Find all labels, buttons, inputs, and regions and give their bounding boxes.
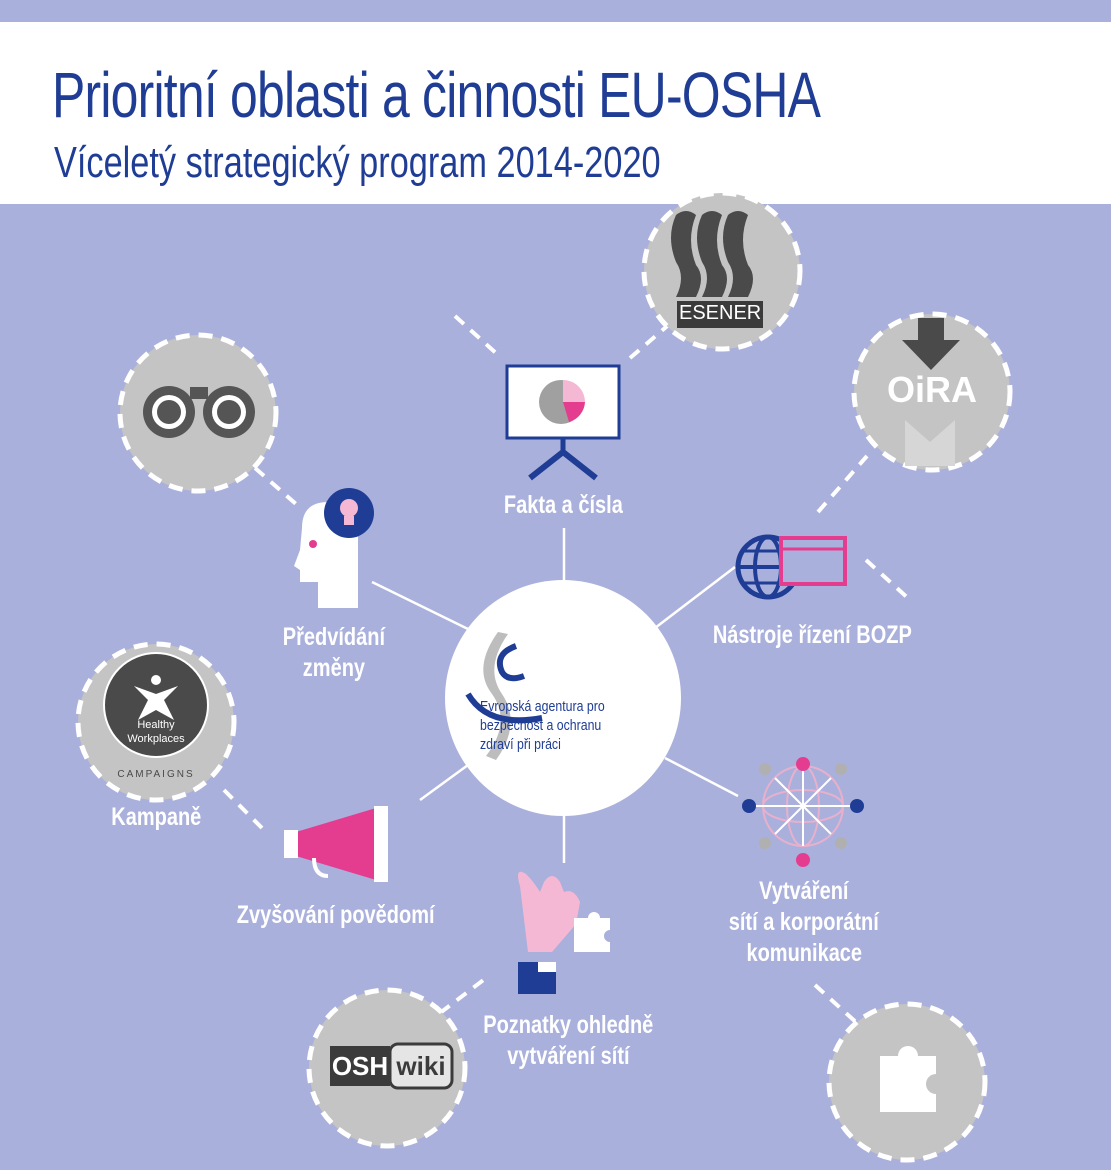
link-tools-right	[866, 560, 910, 600]
label-knowledge: Poznatky ohledně vytváření sítí	[482, 1011, 654, 1070]
link-networking	[815, 985, 858, 1024]
wiki-label: wiki	[396, 1051, 446, 1081]
globe-browser-icon	[738, 537, 845, 597]
connector-awareness	[420, 765, 468, 800]
esener-waves-icon	[671, 211, 753, 297]
link-facts-left	[455, 316, 497, 354]
center-hub-text	[480, 698, 605, 755]
connector-networking	[665, 758, 738, 796]
oira-label: OiRA	[887, 369, 977, 410]
hand-puzzle-icon	[518, 872, 610, 994]
label-campaigns: Kampaně	[110, 803, 202, 831]
hwc-sub-label: CAMPAIGNS	[117, 769, 195, 780]
link-foresight	[255, 468, 296, 504]
link-oira	[818, 456, 867, 512]
label-awareness: Zvyšování povědomí	[237, 901, 435, 929]
foresight-badge[interactable]	[120, 335, 276, 491]
connector-tools	[655, 567, 735, 628]
osh-label: OSH	[331, 1051, 389, 1081]
center-line-3: zdraví při práci	[480, 737, 561, 753]
page-subtitle: Víceletý strategický program 2014-2020	[54, 138, 661, 187]
center-line-2: bezpečnost a ochranu	[480, 718, 602, 734]
label-facts: Fakta a čísla	[503, 491, 623, 519]
label-foresight: Předvídání změny	[282, 623, 386, 682]
presentation-board-icon	[507, 366, 619, 478]
link-esener	[630, 322, 672, 358]
head-lightbulb-icon	[294, 488, 374, 608]
link-oshwiki	[440, 975, 490, 1013]
label-tools: Nástroje řízení BOZP	[712, 621, 912, 649]
page-title: Prioritní oblasti a činnosti EU-OSHA	[52, 59, 821, 131]
hwc-label: Healthy Workplaces	[127, 719, 185, 745]
esener-label: ESENER	[679, 302, 762, 324]
link-campaigns	[224, 790, 262, 828]
network-globe-icon	[742, 757, 864, 867]
puzzle-badge[interactable]	[829, 1004, 985, 1160]
megaphone-icon	[284, 806, 388, 882]
center-line-1: Evropská agentura pro	[480, 699, 605, 715]
label-networking: Vytváření sítí a korporátní komunikace	[728, 877, 880, 967]
